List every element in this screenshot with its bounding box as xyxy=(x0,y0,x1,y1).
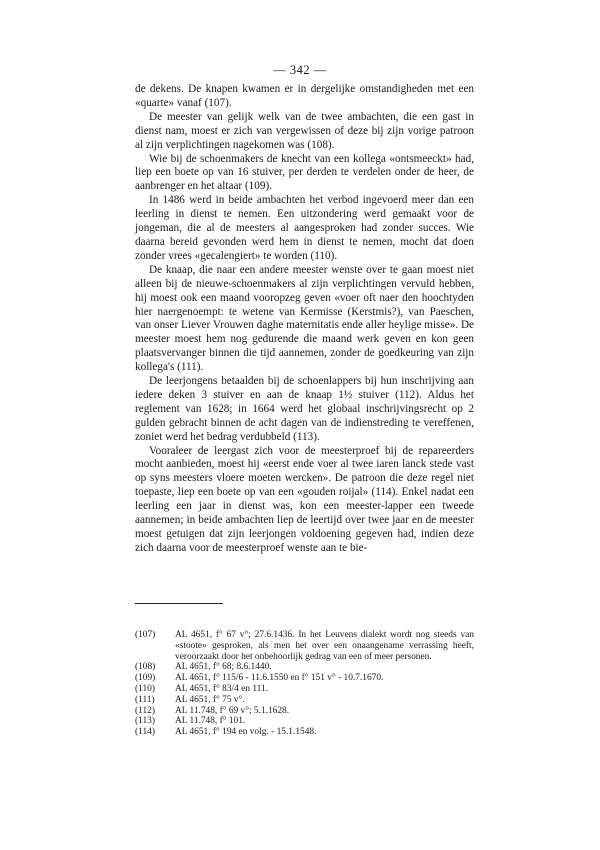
footnote-divider xyxy=(135,603,223,604)
footnote-number: (113) xyxy=(135,716,155,727)
footnote-number: (111) xyxy=(135,694,155,705)
footnote-number: (114) xyxy=(135,727,155,738)
paragraph: de dekens. De knapen kwamen er in dergelijke omstandigheden met een «quarte» vanaf (107). xyxy=(135,83,474,109)
paragraph: Wie bij de schoenmakers de knecht van een kollega «ontsmeeckt» had, liep een boete op van 16 stuiver, per derden te verdelen onder de heer, de aanbrenger en het altaar (109). xyxy=(135,152,474,193)
paragraph: De leerjongens betaalden bij de schoenlappers bij hun inschrijving aan iedere deken 3 stuiver en aan de knaap 1½ stuiver (112). Aldus het reglement van 1628; in 1664 werd het globaal inschrijvingsrecht op 2 gulden gebracht binnen de acht dagen van de indienstreding te vereffenen, zoniet werd het bedrag verdubbeld (113). xyxy=(135,375,474,443)
footnote xyxy=(135,684,474,695)
footnote-text: AL 4651, f° 83/4 en 111. xyxy=(175,683,269,694)
footnote-text: AL 4651, f° 115/6 - 11.6.1550 en f° 151 v° - 10.7.1670. xyxy=(175,673,384,684)
body-text xyxy=(135,83,474,556)
footnote-text: AL 4651, f° 75 v°. xyxy=(175,694,245,705)
footnote-number: (107) xyxy=(135,630,156,640)
footnote-number: (112) xyxy=(135,705,155,716)
paragraph: De meester van gelijk welk van de twee ambachten, die een gast in dienst nam, moest er zich van vergewissen of deze bij zijn vorige patroon al zijn verplichtingen nagekomen was (108). xyxy=(135,110,474,151)
paragraph: Vooraleer de leergast zich voor de meesterproef bij de repareerders mocht aanbieden, moest hij «eerst ende voer al twee iaren lanck stede vast op syns meesters vloere moeten wercken». De patroon die deze regel niet toepaste, liep een boete op van een «gouden roijal» (114). Enkel nadat een leerling een jaar in dienst was, kon een meester-lapper een tweede aannemen; in beide ambachten liep de leertijd over twee jaar en de meester moest getuigen dat zijn leerjongen voldoening gegeven had, indien deze zich daarna voor de meesterproef wenste aan te bie- xyxy=(135,444,474,554)
page-number: — 342 — xyxy=(273,63,327,77)
footnote xyxy=(135,662,474,673)
footnote-number: (110) xyxy=(135,683,155,694)
footnote-number: (109) xyxy=(135,673,156,684)
paragraph: In 1486 werd in beide ambachten het verbod ingevoerd meer dan een leerling in dienst te nemen. Een uitzondering werd gemaakt voor de jongeman, die al de meesters al aangesproken had zonder succes. Wie daarna bereid gevonden werd hem in dienst te nemen, mocht dat doen zonder vrees «gecalengiert» te worden (110). xyxy=(135,194,474,262)
paragraph: De knaap, die naar een andere meester wenste over te gaan moest niet alleen bij de nieuwe-schoenmakers al zijn verplichtingen vervuld hebben, hij moest ook een maand vooropzeg geven «voer oft naer den hoochtyden hier naergenoempt: te wetene van Kermisse (Kerstmis?), van Paeschen, van onser Liever Vrouwen daghe maternitatis ende aller heylige misse». De meester moest hem nog gedurende die maand werk geven en kon geen plaatsvervanger binnen die tijd aannemen, zonder de goedkeuring van zijn kollega's (111). xyxy=(135,263,474,374)
footnote-text: AL 11.748, f° 101. xyxy=(175,716,246,727)
footnote xyxy=(135,727,474,738)
footnotes xyxy=(135,630,474,738)
footnote xyxy=(135,706,474,717)
footnote-text: AL 4651, f° 194 en volg. - 15.1.1548. xyxy=(175,727,317,738)
footnote xyxy=(135,630,474,662)
footnote-text: AL 4651, f° 68; 8.6.1440. xyxy=(175,662,272,673)
footnote xyxy=(135,695,474,706)
footnote xyxy=(135,673,474,684)
footnote-number: (108) xyxy=(135,662,156,673)
footnote-text: AL 4651, f° 67 v°; 27.6.1436. In het Leuvens dialekt wordt nog steeds van «stoote» gesproken, als men het over een onaangename verrassing heeft, veroorzaakt door het onbehoorlijk gedrag van een of meer personen. xyxy=(175,630,474,662)
footnote-text: AL 11.748, f° 69 v°; 5.1.1628. xyxy=(175,705,290,716)
footnote xyxy=(135,716,474,727)
